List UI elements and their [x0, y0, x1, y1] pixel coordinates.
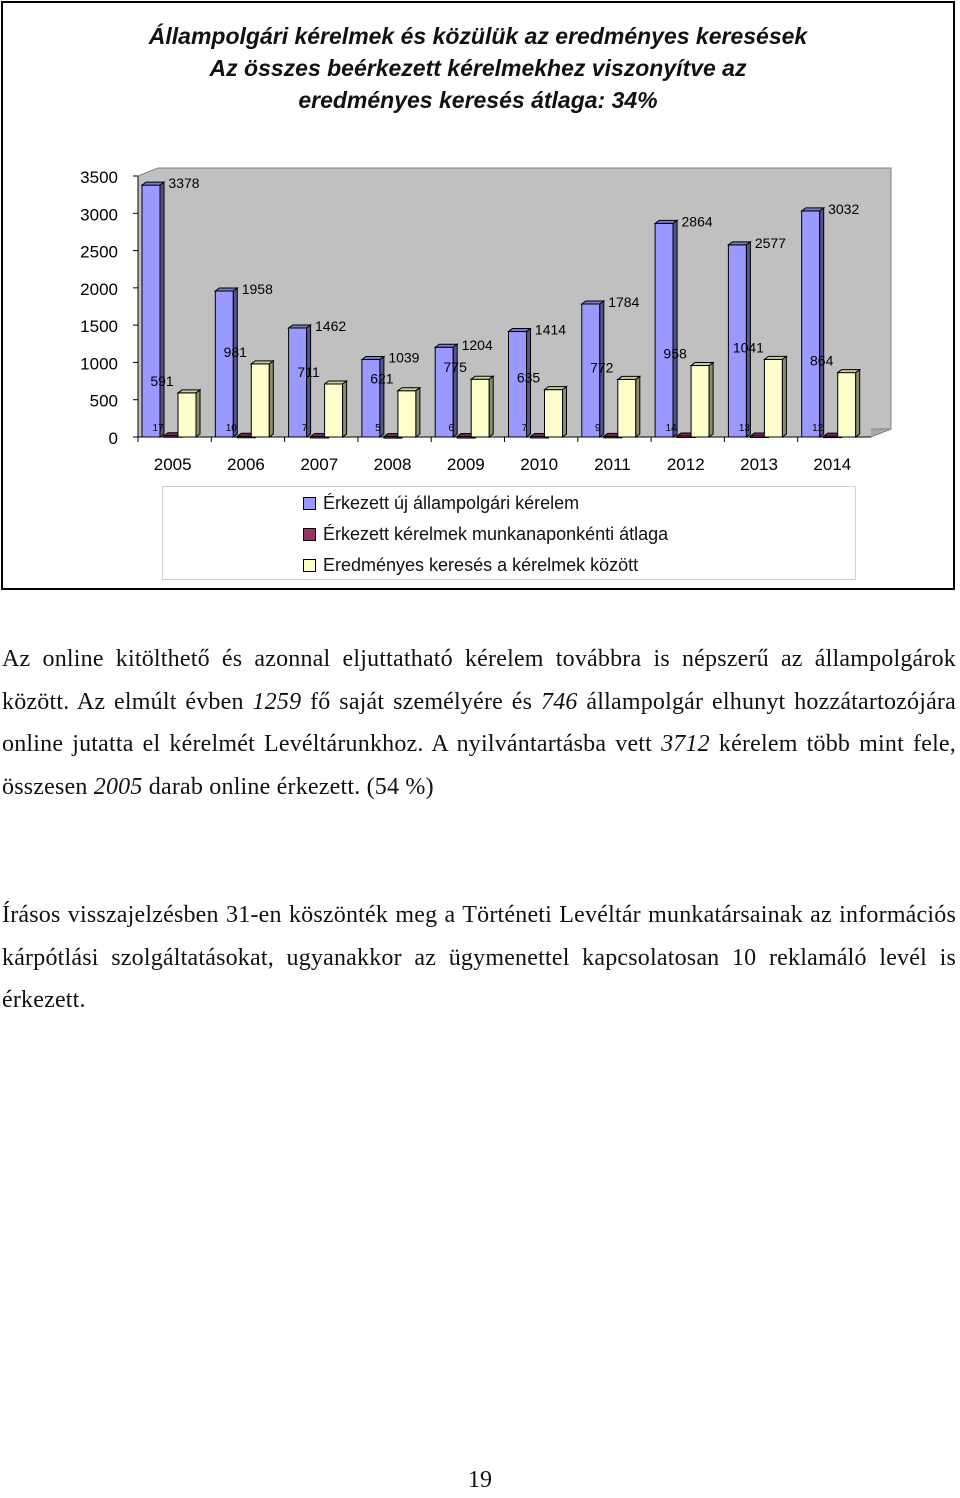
data-label-series-2-2005: 17: [152, 423, 164, 434]
bar-3-2011: [618, 379, 636, 437]
bar-side-3-2010: [563, 387, 567, 437]
y-tick-label: 2500: [80, 242, 118, 262]
x-tick-label: 2006: [227, 455, 265, 474]
data-label-series-3-2013: 1041: [732, 339, 764, 356]
bar-1-2014: [802, 211, 820, 437]
data-label-series-2-2012: 14: [665, 423, 677, 434]
y-tick-label: 0: [108, 429, 118, 448]
data-label-series-2-2007: 7: [301, 423, 308, 434]
data-label-series-3-2014: 864: [810, 352, 834, 369]
data-label-series-3-2011: 772: [590, 359, 614, 376]
data-label-series-3-2008: 621: [370, 370, 394, 387]
bar-1-2006: [215, 291, 233, 437]
x-tick-label: 2013: [740, 455, 778, 474]
data-label-series-1-2011: 1784: [608, 293, 640, 310]
paragraph-text: kérelem több mint fele, összesen: [2, 731, 956, 800]
x-tick-label: 2012: [666, 455, 705, 474]
data-label-series-3-2006: 981: [223, 343, 247, 360]
bar-side-3-2013: [782, 356, 786, 437]
data-label-series-1-2005: 3378: [168, 175, 200, 192]
bar-1-2007: [289, 328, 307, 437]
bar-3-2010: [545, 390, 563, 437]
data-label-series-2-2014: 12: [812, 423, 824, 434]
data-label-series-1-2014: 3032: [828, 200, 860, 217]
chart-title-line-3: eredményes keresés átlaga: 34%: [298, 87, 658, 113]
paragraph-feedback: Írásos visszajelzésben 31-en köszönték meg a Történeti Levéltár munkatársainak az információs kárpótlási szolgáltatásokat, ugyanakkor az ügymenettel kapcsolatosan 10 reklamáló levél is érkezett.: [2, 902, 956, 1013]
data-label-series-1-2009: 1204: [461, 337, 493, 354]
bar-1-2005: [142, 185, 160, 437]
data-label-series-2-2011: 9: [595, 423, 601, 434]
paragraph-online-requests: [2, 638, 956, 808]
data-label-series-2-2009: 6: [448, 423, 454, 434]
data-label-series-3-2005: 591: [150, 372, 174, 389]
x-tick-label: 2009: [446, 455, 485, 474]
bar-side-3-2006: [269, 361, 273, 437]
data-label-series-1-2013: 2577: [754, 234, 786, 251]
y-tick-label: 3500: [80, 168, 118, 187]
chart-title-line-2: Az összes beérkezett kérelmekhez viszonyítve az: [209, 55, 747, 81]
legend-item-2: [303, 522, 668, 546]
data-label-series-2-2006: 10: [225, 423, 237, 434]
bar-3-2008: [398, 391, 416, 437]
paragraph-text: darab online érkezett. (54 %): [142, 773, 434, 800]
paragraph-text: fő saját személyére és: [301, 688, 541, 715]
bar-3-2013: [764, 359, 782, 437]
paragraph-text: Az online kitölthető és azonnal eljuttatható kérelem továbbra is népszerű az állampolgárok között. Az elmúlt évben: [2, 646, 956, 715]
x-tick-label: 2005: [153, 455, 192, 474]
legend-label: Érkezett új állampolgári kérelem: [323, 492, 580, 513]
paragraph-text: állampolgár elhunyt hozzátartozójára online jutatta el kérelmét Levéltárunkhoz. A nyilvántartásba vett: [2, 688, 956, 757]
bar-3-2007: [325, 384, 343, 437]
legend-label: Eredményes keresés a kérelmek között: [323, 554, 639, 575]
data-label-series-2-2008: 5: [375, 423, 381, 434]
bar-side-3-2014: [856, 370, 860, 437]
legend-label: Érkezett kérelmek munkanaponkénti átlaga: [323, 523, 669, 544]
bar-side-3-2008: [416, 388, 420, 437]
bar-3-2009: [471, 379, 489, 437]
bar-side-1-2006: [233, 288, 237, 437]
bar-side-1-2005: [160, 182, 164, 437]
legend-item-3: [303, 553, 638, 577]
bar-1-2012: [655, 223, 673, 437]
number-own-requests: 1259: [252, 688, 302, 715]
bar-side-3-2011: [636, 376, 640, 437]
number-online-requests: 2005: [93, 773, 143, 800]
y-tick-label: 1000: [80, 354, 118, 374]
bar-side-3-2007: [343, 381, 347, 437]
data-label-series-3-2010: 635: [516, 369, 541, 386]
page-number: 19: [468, 1467, 492, 1493]
x-tick-label: 2008: [373, 455, 412, 474]
data-label-series-2-2013: 13: [738, 423, 750, 434]
y-tick-label: 500: [89, 391, 118, 411]
legend-swatch: [303, 528, 316, 541]
bar-side-3-2009: [489, 376, 493, 437]
y-tick-label: 1500: [80, 317, 118, 337]
x-tick-label: 2010: [520, 455, 559, 474]
data-label-series-1-2008: 1039: [388, 349, 420, 366]
chart-legend: [162, 486, 856, 580]
legend-swatch: [303, 497, 316, 510]
bar-3-2012: [691, 366, 709, 437]
bar-3-2014: [838, 373, 856, 437]
legend-swatch: [303, 559, 316, 572]
bar-side-1-2014: [820, 208, 824, 437]
data-label-series-3-2009: 775: [443, 359, 467, 376]
number-registered-requests: 3712: [661, 731, 710, 757]
x-tick-label: 2007: [300, 455, 339, 474]
data-label-series-1-2007: 1462: [315, 317, 347, 334]
number-relative-requests: 746: [541, 688, 578, 715]
bar-side-3-2012: [709, 363, 713, 437]
chart-frame: [1, 1, 955, 590]
bar-side-1-2007: [307, 325, 311, 437]
y-tick-label: 3000: [80, 205, 118, 225]
data-label-series-2-2010: 7: [521, 423, 528, 434]
x-tick-label: 2014: [813, 455, 852, 474]
data-label-series-1-2006: 1958: [241, 280, 273, 297]
bar-side-3-2005: [196, 390, 200, 437]
bar-3-2006: [251, 364, 269, 437]
data-label-series-1-2012: 2864: [681, 213, 713, 230]
x-tick-label: 2011: [594, 455, 631, 474]
data-label-series-3-2012: 958: [663, 345, 687, 362]
data-label-series-3-2007: 711: [297, 363, 320, 380]
bar-side-1-2012: [673, 220, 677, 437]
bar-3-2005: [178, 393, 196, 437]
legend-item-1: [303, 491, 579, 515]
data-label-series-1-2010: 1414: [534, 321, 567, 338]
y-tick-label: 2000: [80, 279, 118, 299]
chart-title-line-1: Állampolgári kérelmek és közülük az eredményes keresések: [148, 23, 808, 49]
plot-area: [138, 176, 871, 437]
